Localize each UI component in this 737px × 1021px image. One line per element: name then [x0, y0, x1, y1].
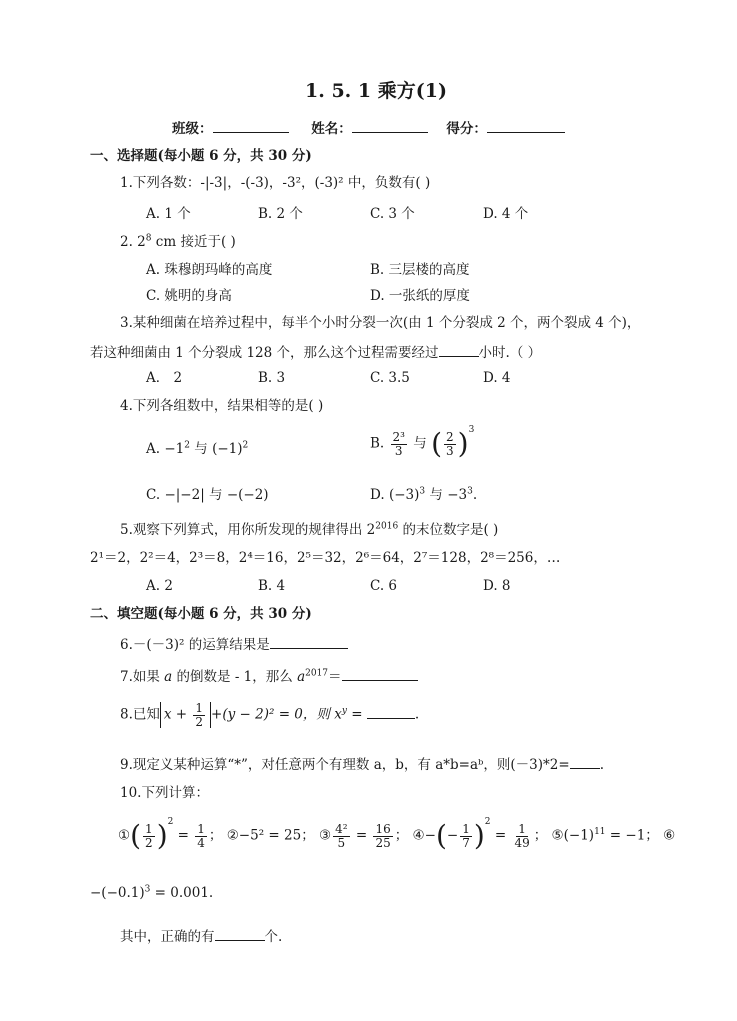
q3-line2 — [90, 344, 541, 361]
q2-opt-c[interactable]: C. 姚明的身高 — [146, 288, 232, 304]
q4-b-lparen: ( — [431, 427, 442, 460]
q6-blank[interactable] — [270, 636, 348, 649]
q2-exp: 8 — [145, 233, 152, 244]
q10-i1-eq: = — [173, 827, 194, 844]
q4-a-text2: (−1) — [212, 441, 243, 457]
q9 — [120, 756, 604, 773]
q4-opt-b[interactable] — [370, 425, 475, 460]
q1-stem: 1.下列各数：-|-3|，-(-3)，-3²，(-3)² 中，负数有( ) — [120, 175, 431, 191]
q4-d-text1: (−3) — [388, 487, 420, 503]
class-label: 班级： — [172, 121, 213, 137]
q10-i1-mark: ① — [118, 827, 131, 844]
q8-text-a: 8.已知 — [120, 706, 160, 723]
q10-i4-rparen: ) — [473, 819, 485, 852]
q4-b-exp: 3 — [468, 425, 475, 435]
q7-text-b: 的倒数是 - 1，那么 — [172, 669, 298, 685]
q4-b-num: 2³ — [392, 429, 405, 444]
q8-abs — [160, 702, 211, 728]
q8-frac-num: 1 — [195, 701, 204, 715]
q1-opt-b[interactable]: B. 2 个 — [258, 206, 303, 222]
q2-opt-d[interactable]: D. 一张纸的厚度 — [370, 288, 470, 304]
q8-frac-den: 2 — [195, 714, 204, 729]
q5-stem-a: 5.观察下列算式，用你所发现的规律得出 2 — [120, 522, 376, 538]
q7-text-c: ＝ — [328, 669, 342, 685]
score-label: 得分： — [446, 121, 487, 137]
q4-b-den2: 3 — [446, 443, 454, 458]
q8-exp: y — [341, 706, 347, 717]
q10-blank[interactable] — [215, 928, 265, 941]
q6-text: 6.－(－3)² 的运算结果是 — [120, 637, 270, 653]
q2-opt-b[interactable]: B. 三层楼的高度 — [370, 262, 470, 278]
q8-blank[interactable] — [367, 706, 415, 719]
q6 — [120, 636, 348, 653]
q10-i5-exp: 11 — [594, 827, 606, 837]
q7-blank[interactable] — [342, 668, 418, 681]
q7-pow: 2017 — [305, 668, 329, 679]
q10-line2b: = 0.001. — [150, 885, 214, 901]
q10-i3-den: 5 — [337, 835, 346, 850]
q10-end-b: 个. — [264, 929, 283, 945]
name-blank[interactable] — [352, 120, 428, 133]
q8-text-c: = — [346, 706, 367, 723]
q3-opt-b[interactable]: B. 3 — [258, 370, 286, 386]
q5-stem — [120, 521, 499, 538]
q10-i4-lparen: ( — [435, 819, 447, 852]
q10-i1-sep: ； — [208, 827, 223, 844]
q10-i4-exp: 2 — [484, 817, 491, 827]
page-title: 1. 5. 1 乘方(1) — [305, 80, 447, 102]
class-blank[interactable] — [213, 120, 289, 133]
q4-opt-a[interactable] — [146, 440, 249, 457]
q8-frac — [193, 702, 205, 728]
q4-d-exp2: 3 — [467, 486, 473, 497]
q10-items: ①( $\frac{1}{2}$ )$^2$ = $\frac{1}{4}$ ； ②−5² = 25； ③ $\frac{\text{4²}}{5}$ = $\frac{16}{25}$ ； ④−(− $\frac{1}{7}$ )$^2$ = $\frac{1}{49}$ ； $⑤(-1)^{11} = -1$； ⑥ — [118, 817, 676, 852]
q10-i4-rnum: 1 — [518, 821, 526, 836]
q10-line2-exp: 3 — [144, 884, 151, 895]
q4-b-frac2 — [444, 431, 456, 457]
q10-i4-rfrac — [512, 823, 531, 849]
q4-d-mid: 与 −3 — [425, 487, 468, 503]
q5-stem-b: 的末位数字是( ) — [398, 522, 499, 538]
q2-opt-a[interactable]: A. 珠穆朗玛峰的高度 — [146, 262, 273, 278]
q3-blank[interactable] — [439, 344, 479, 357]
q3-line2a: 若这种细菌由 1 个分裂成 128 个，那么这个过程需要经过 — [90, 345, 439, 361]
q5-opt-b[interactable]: B. 4 — [258, 578, 286, 594]
q4-d-exp1: 3 — [419, 486, 426, 497]
q10-i6-mark: ⑥ — [663, 827, 676, 844]
q10-i3-eq: = — [351, 827, 372, 844]
q8-text-b: +(y − 2)² = 0，则 x — [211, 706, 342, 723]
q10-i1-rnum: 1 — [197, 821, 205, 836]
q10-i1-exp: 2 — [167, 817, 174, 827]
q1-opt-a[interactable]: A. 1 个 — [146, 206, 191, 222]
q4-opt-c[interactable] — [146, 489, 269, 503]
q10-i5-rest: = −1； — [605, 827, 659, 844]
q5-sequence: 2¹＝2，2²＝4，2³＝8，2⁴＝16，2⁵＝32，2⁶＝64，2⁷＝128，2⁸＝256，… — [90, 550, 561, 566]
q3-opt-c[interactable]: C. 3.5 — [370, 370, 410, 386]
q8 — [120, 702, 419, 728]
q10-i1-num: 1 — [145, 821, 153, 836]
q4-b-rparen: ) — [457, 427, 469, 460]
q10-i3-mark: ③ — [319, 827, 332, 844]
q10-i4-mark: ④− — [412, 827, 436, 844]
section2-heading: 二、填空题(每小题 6 分，共 30 分) — [90, 606, 312, 622]
q5-opt-d[interactable]: D. 8 — [483, 578, 511, 594]
q4-b-num2: 2 — [446, 429, 454, 444]
q10-i4-rden: 49 — [514, 835, 530, 850]
q10-i3-frac — [333, 823, 349, 849]
q1-opt-c[interactable]: C. 3 个 — [370, 206, 415, 222]
q10-i4-sep: ； — [533, 827, 548, 844]
q2-stem — [120, 233, 236, 250]
q3-opt-a[interactable]: A． 2 — [146, 370, 183, 386]
q4-opt-d[interactable] — [370, 486, 478, 503]
header-fields — [172, 120, 565, 137]
q5-opt-a[interactable]: A. 2 — [146, 578, 173, 594]
q10-i1-den: 2 — [145, 835, 153, 850]
q10-i3-num: 4² — [335, 821, 348, 836]
q10-i1-rden: 4 — [197, 835, 205, 850]
q4-b-label: B. — [370, 435, 389, 452]
q10-i2: ②−5² = 25； — [226, 827, 315, 844]
q10-line2a: −(−0.1) — [90, 885, 145, 901]
q10-i4-den: 7 — [462, 835, 470, 850]
q3-line2b: 小时.（ ） — [478, 345, 542, 361]
q10-i5-mark: ⑤(−1) — [551, 827, 595, 844]
q5-exp: 2016 — [375, 521, 399, 532]
q10-stem: 10.下列计算： — [120, 785, 209, 801]
q8-text-d: . — [414, 706, 420, 723]
q10-i3-rfrac — [373, 823, 392, 849]
section1-heading: 一、选择题(每小题 6 分，共 30 分) — [90, 148, 312, 164]
q5-opt-c[interactable]: C. 6 — [370, 578, 398, 594]
q7-var: a — [164, 669, 173, 685]
q9-end: . — [599, 757, 604, 773]
q7-text-a: 7.如果 — [120, 669, 165, 685]
q4-c-text: −|−2| 与 −(−2) — [164, 487, 269, 503]
q2-stem-a: 2. 2 — [120, 234, 146, 250]
q1-opt-d[interactable]: D. 4 个 — [483, 206, 529, 222]
q10-i3-rden: 25 — [375, 835, 391, 850]
q10-i3-sep: ； — [394, 827, 409, 844]
q7-var-a: a — [297, 669, 306, 685]
q3-opt-d[interactable]: D. 4 — [483, 370, 511, 386]
q4-b-den: 3 — [394, 443, 403, 458]
q10-i4-frac — [460, 823, 472, 849]
q4-a-text1: −1 — [164, 441, 185, 457]
q10-i3-rnum: 16 — [375, 821, 391, 836]
q4-a-label: A. — [146, 441, 165, 457]
score-blank[interactable] — [487, 120, 565, 133]
q10-line2 — [90, 884, 214, 901]
q4-b-frac1 — [391, 431, 407, 457]
q4-a-exp2: 2 — [242, 440, 249, 451]
q10-i4-eq: = — [490, 827, 511, 844]
q4-b-mid: 与 — [408, 435, 432, 452]
q10-i1-rfrac — [195, 823, 207, 849]
q4-c-label: C. — [146, 487, 165, 503]
q10-end — [120, 928, 282, 945]
q4-d-end: . — [472, 487, 478, 503]
name-label: 姓名： — [311, 121, 352, 137]
q10-i1-frac — [143, 823, 155, 849]
q4-a-mid: 与 — [189, 441, 213, 457]
q4-d-label: D. — [370, 487, 389, 503]
q10-end-a: 其中，正确的有 — [120, 929, 215, 945]
q10-i4-num: 1 — [462, 821, 470, 836]
q9-text: 9.现定义某种运算“*”，对任意两个有理数 a，b，有 a*b=aᵇ，则(－3)*2= — [120, 757, 570, 773]
q2-stem-b: cm 接近于( ) — [151, 234, 236, 250]
q10-i1-lparen: ( — [130, 819, 142, 852]
q4-stem: 4.下列各组数中，结果相等的是( ) — [120, 398, 324, 414]
q7 — [120, 668, 418, 685]
q10-i1-rparen: ) — [156, 819, 168, 852]
q9-blank[interactable] — [570, 756, 600, 769]
q8-abs-x: x + — [163, 706, 192, 723]
q4-a-exp1: 2 — [184, 440, 190, 451]
q3-line1: 3.某种细菌在培养过程中，每半个小时分裂一次(由 1 个分裂成 2 个，两个裂成 4 个)， — [120, 315, 641, 331]
